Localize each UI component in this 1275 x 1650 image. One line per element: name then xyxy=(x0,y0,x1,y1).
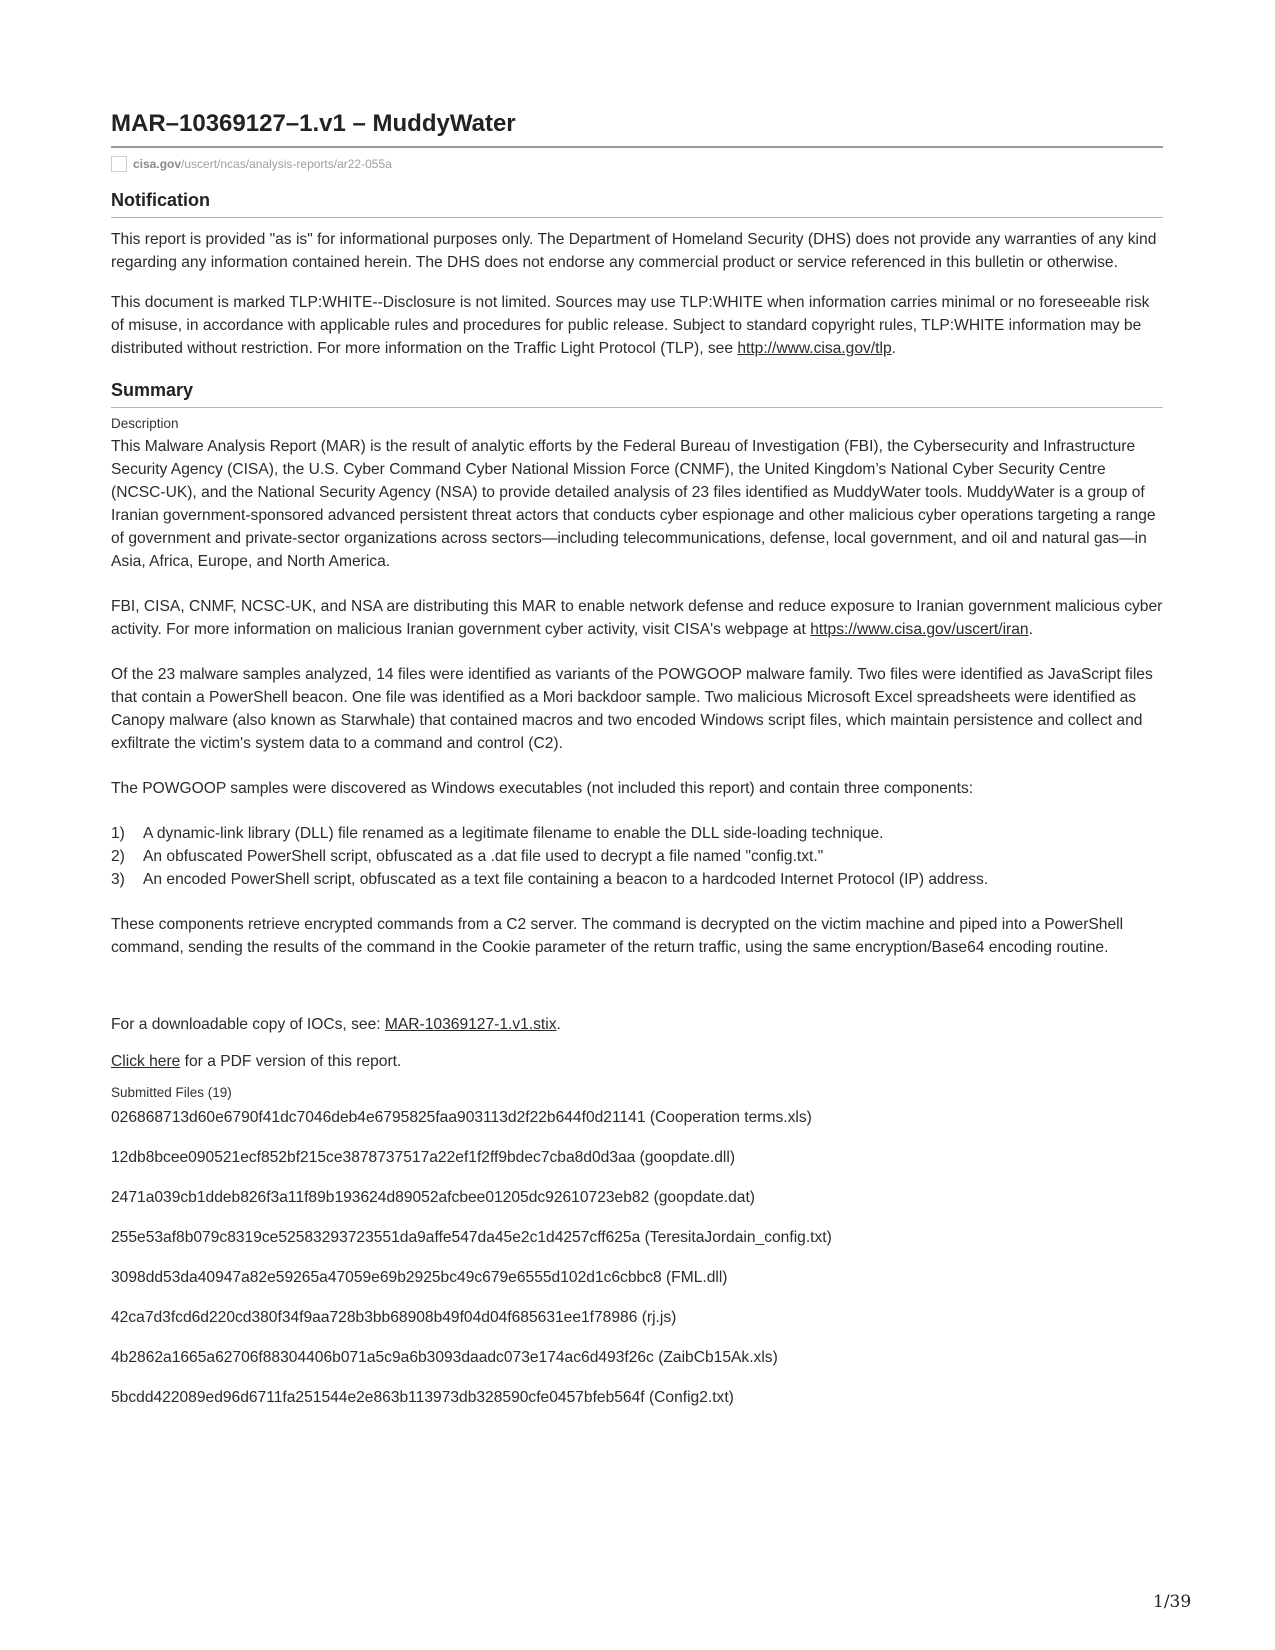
summary-paragraph-2: FBI, CISA, CNMF, NCSC-UK, and NSA are distributing this MAR to enable network defense and reduce exposure to Iranian government malicious cyber activity. For more information on malicious Iranian government cyber activity, visit CISA's webpage at https://www.cisa.gov/uscert/iran. xyxy=(111,598,1163,638)
file-entry: 12db8bcee090521ecf852bf215ce3878737517a22ef1f2ff9bdec7cba8d0d3aa (goopdate.dll) xyxy=(111,1149,736,1166)
page-title: MAR–10369127–1.v1 – MuddyWater xyxy=(111,110,1163,148)
source-path: /uscert/ncas/analysis-reports/ar22-055a xyxy=(181,157,392,171)
page-number: 1/39 xyxy=(1153,1592,1192,1612)
pdf-paragraph: Click here for a PDF version of this report. xyxy=(111,1053,402,1070)
file-entry: 3098dd53da40947a82e59265a47059e69b2925bc49c679e6555d102d1c6cbbc8 (FML.dll) xyxy=(111,1269,728,1286)
list-item: 1) A dynamic-link library (DLL) file renamed as a legitimate filename to enable the DLL side-loading technique. xyxy=(111,825,884,842)
iran-link[interactable]: https://www.cisa.gov/uscert/iran xyxy=(810,621,1029,638)
file-entry: 026868713d60e6790f41dc7046deb4e6795825faa903113d2f22b644f0d21141 (Cooperation terms.xls) xyxy=(111,1109,812,1126)
file-entry: 255e53af8b079c8319ce52583293723551da9affe547da45e2c1d4257cff625a (TeresitaJordain_config.txt) xyxy=(111,1229,832,1246)
submitted-files-label: Submitted Files (19) xyxy=(111,1085,232,1100)
file-entry: 5bcdd422089ed96d6711fa251544e2e863b113973db328590cfe0457bfeb564f (Config2.txt) xyxy=(111,1389,734,1406)
tlp-link[interactable]: http://www.cisa.gov/tlp xyxy=(737,340,892,357)
source-domain: cisa.gov xyxy=(133,157,182,171)
submitted-files-list xyxy=(111,1106,1163,1409)
document-page xyxy=(111,110,1163,1426)
pdf-link[interactable]: Click here xyxy=(111,1053,181,1070)
favicon-placeholder-icon xyxy=(111,156,127,172)
file-entry: 4b2862a1665a62706f88304406b071a5c9a6b3093daadc073e174ac6d493f26c (ZaibCb15Ak.xls) xyxy=(111,1349,778,1366)
notification-paragraph-1: This report is provided "as is" for informational purposes only. The Department of Homeland Security (DHS) does not provide any warranties of any kind regarding any information contained herein. The DHS does not endorse any commercial product or service referenced in this bulletin or otherwise. xyxy=(111,231,1157,271)
components-list xyxy=(111,822,1163,891)
list-item: 2) An obfuscated PowerShell script, obfuscated as a .dat file used to decrypt a file named "config.txt." xyxy=(111,848,824,865)
source-url[interactable] xyxy=(111,156,1163,172)
summary-paragraph-1: This Malware Analysis Report (MAR) is the result of analytic efforts by the Federal Bureau of Investigation (FBI), the Cybersecurity and Infrastructure Security Agency (CISA), the U.S. Cyber Command Cyber National Mission Force (CNMF), the United Kingdom’s National Cyber Security Centre (NCSC-UK), and the National Security Agency (NSA) to provide detailed analysis of 23 files identified as MuddyWater tools. MuddyWater is a group of Iranian government-sponsored advanced persistent threat actors that conducts cyber espionage and other malicious cyber operations targeting a range of government and private-sector organizations across sectors—including telecommunications, defense, local government, and oil and natural gas—in Asia, Africa, Europe, and North America. xyxy=(111,438,1156,570)
file-entry: 2471a039cb1ddeb826f3a11f89b193624d89052afcbee01205dc92610723eb82 (goopdate.dat) xyxy=(111,1189,756,1206)
summary-paragraph-5: These components retrieve encrypted commands from a C2 server. The command is decrypted on the victim machine and piped into a PowerShell command, sending the results of the command in the Cookie parameter of the return traffic, using the same encryption/Base64 encoding routine. xyxy=(111,916,1124,956)
ioc-paragraph: For a downloadable copy of IOCs, see: MAR-10369127-1.v1.stix. xyxy=(111,1016,561,1033)
summary-heading: Summary xyxy=(111,380,1163,408)
summary-paragraph-3: Of the 23 malware samples analyzed, 14 files were identified as variants of the POWGOOP malware family. Two files were identified as JavaScript files that contain a PowerShell beacon. One file was identified as a Mori backdoor sample. Two malicious Microsoft Excel spreadsheets were identified as Canopy malware (also known as Starwhale) that contained macros and two encoded Windows script files, which maintain persistence and collect and exfiltrate the victim's system data to a command and control (C2). xyxy=(111,666,1153,752)
list-item: 3) An encoded PowerShell script, obfuscated as a text file containing a beacon to a hardcoded Internet Protocol (IP) address. xyxy=(111,871,989,888)
stix-link[interactable]: MAR-10369127-1.v1.stix xyxy=(384,1016,557,1033)
summary-paragraph-4: The POWGOOP samples were discovered as Windows executables (not included this report) and contain three components: xyxy=(111,780,974,797)
notification-paragraph-2: This document is marked TLP:WHITE--Disclosure is not limited. Sources may use TLP:WHITE when information carries minimal or no foreseeable risk of misuse, in accordance with applicable rules and procedures for public release. Subject to standard copyright rules, TLP:WHITE information may be distributed without restriction. For more information on the Traffic Light Protocol (TLP), see http://www.cisa.gov/tlp. xyxy=(111,294,1150,357)
file-entry: 42ca7d3fcd6d220cd380f34f9aa728b3bb68908b49f04d04f685631ee1f78986 (rj.js) xyxy=(111,1309,677,1326)
notification-heading: Notification xyxy=(111,190,1163,218)
description-label: Description xyxy=(111,416,179,431)
